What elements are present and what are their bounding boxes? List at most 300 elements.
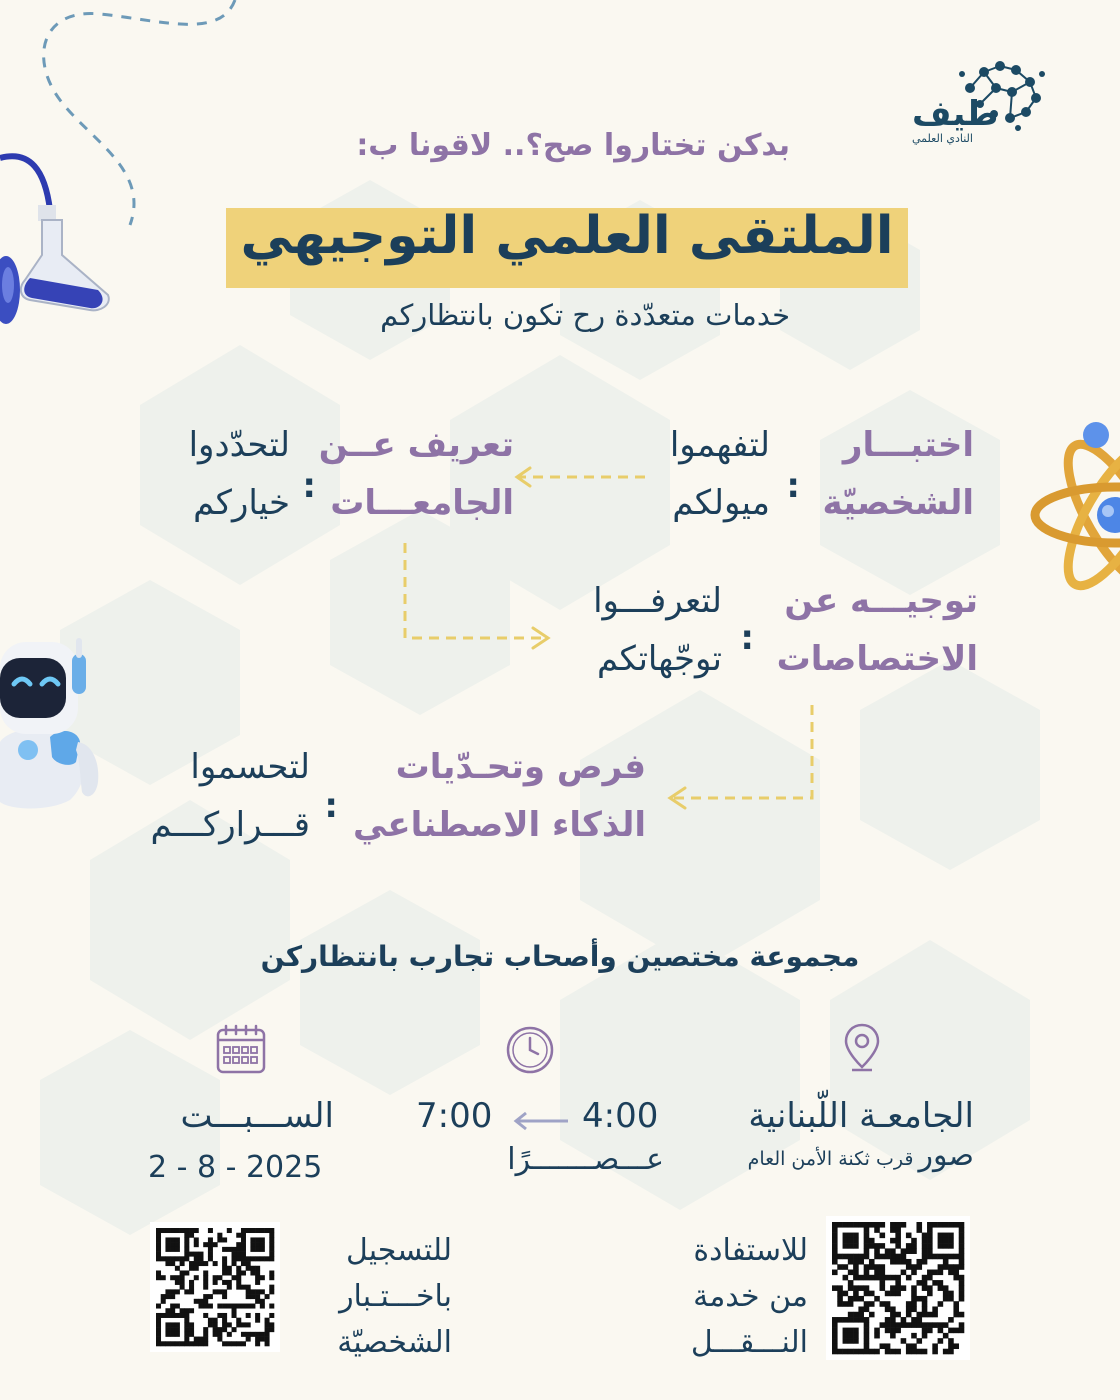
- time-from: 4:00: [582, 1096, 659, 1136]
- qr-module: [890, 1333, 896, 1339]
- qr-module: [184, 1337, 189, 1342]
- service-title: الشخصيّة: [822, 483, 974, 523]
- qr-module: [911, 1248, 917, 1254]
- qr-module: [864, 1306, 870, 1312]
- qr-module: [175, 1228, 180, 1233]
- qr-module: [880, 1301, 886, 1307]
- qr-module: [895, 1328, 901, 1334]
- qr-module: [156, 1327, 161, 1332]
- qr-module: [938, 1238, 944, 1244]
- qr-module: [175, 1327, 180, 1332]
- qr-module: [864, 1227, 870, 1233]
- qr-module: [858, 1317, 864, 1323]
- qr-module: [260, 1247, 265, 1252]
- qr-module: [170, 1256, 175, 1261]
- qr-module: [255, 1270, 260, 1275]
- qr-module: [959, 1233, 965, 1239]
- location-block: [748, 1096, 974, 1173]
- qr-module: [269, 1322, 274, 1327]
- qr-module: [864, 1328, 870, 1334]
- qr-module: [864, 1349, 870, 1355]
- qr-module: [895, 1322, 901, 1328]
- qr-module: [222, 1256, 227, 1261]
- qr-module: [853, 1333, 859, 1339]
- qr-module: [869, 1349, 875, 1355]
- qr-module: [858, 1296, 864, 1302]
- qr-module: [255, 1275, 260, 1280]
- qr-module: [843, 1338, 849, 1344]
- qr-module: [227, 1322, 232, 1327]
- qr-module: [189, 1233, 194, 1238]
- qr-module: [916, 1312, 922, 1318]
- qr-module: [222, 1313, 227, 1318]
- qr-module: [236, 1247, 241, 1252]
- qr-module: [260, 1237, 265, 1242]
- qr-module: [948, 1317, 954, 1323]
- qr-module: [232, 1341, 237, 1346]
- qr-module: [232, 1252, 237, 1257]
- qr-module: [246, 1294, 251, 1299]
- qr-module: [874, 1264, 880, 1270]
- qr-module: [890, 1349, 896, 1355]
- qr-module: [848, 1259, 854, 1265]
- qr-code-registration[interactable]: [150, 1222, 280, 1352]
- qr-module: [269, 1275, 274, 1280]
- service-desc: لتعرفـــوا: [593, 581, 722, 621]
- qr-module: [880, 1275, 886, 1281]
- qr-module: [901, 1248, 907, 1254]
- qr-module: [938, 1264, 944, 1270]
- qr-module: [246, 1256, 251, 1261]
- qr-module: [837, 1317, 843, 1323]
- qr-module: [189, 1261, 194, 1266]
- qr-module: [250, 1304, 255, 1309]
- qr-module: [184, 1247, 189, 1252]
- qr-module: [938, 1233, 944, 1239]
- qr-module: [943, 1243, 949, 1249]
- qr-module: [911, 1238, 917, 1244]
- location-place: الجامعـة اللّبنانية: [748, 1096, 974, 1136]
- qr-module: [165, 1308, 170, 1313]
- qr-module: [932, 1306, 938, 1312]
- qr-module: [260, 1275, 265, 1280]
- qr-module: [901, 1338, 907, 1344]
- qr-module: [165, 1228, 170, 1233]
- qr-module: [927, 1238, 933, 1244]
- qr-module: [175, 1313, 180, 1318]
- qr-module: [874, 1328, 880, 1334]
- qr-module: [927, 1291, 933, 1297]
- qr-module: [203, 1285, 208, 1290]
- qr-module: [916, 1264, 922, 1270]
- qr-module: [198, 1252, 203, 1257]
- qr-module: [853, 1270, 859, 1276]
- qr-module: [858, 1259, 864, 1265]
- qr-module: [165, 1313, 170, 1318]
- qr-module: [832, 1254, 838, 1260]
- qr-module: [217, 1237, 222, 1242]
- qr-module: [265, 1318, 270, 1323]
- qr-module: [241, 1261, 246, 1266]
- qr-module: [885, 1275, 891, 1281]
- qr-module: [184, 1252, 189, 1257]
- qr-module: [194, 1252, 199, 1257]
- qr-module: [198, 1299, 203, 1304]
- qr-module: [953, 1312, 959, 1318]
- qr-module: [837, 1296, 843, 1302]
- qr-module: [241, 1270, 246, 1275]
- qr-module: [269, 1256, 274, 1261]
- qr-module: [222, 1266, 227, 1271]
- qr-module: [232, 1327, 237, 1332]
- qr-module: [906, 1264, 912, 1270]
- qr-module: [198, 1256, 203, 1261]
- qr-module: [265, 1294, 270, 1299]
- qr-module: [255, 1289, 260, 1294]
- qr-module: [208, 1237, 213, 1242]
- clock-icon: [504, 1024, 556, 1076]
- qr-module: [269, 1304, 274, 1309]
- qr-module: [869, 1312, 875, 1318]
- qr-module: [864, 1301, 870, 1307]
- qr-module: [246, 1289, 251, 1294]
- qr-module: [227, 1280, 232, 1285]
- qr-module: [222, 1294, 227, 1299]
- qr-module: [165, 1289, 170, 1294]
- qr-module: [250, 1237, 255, 1242]
- arrow-left-icon: [512, 1110, 570, 1132]
- qr-module: [895, 1312, 901, 1318]
- qr-module: [194, 1341, 199, 1346]
- qr-module: [255, 1294, 260, 1299]
- qr-module: [236, 1242, 241, 1247]
- qr-module: [948, 1264, 954, 1270]
- qr-module: [227, 1304, 232, 1309]
- qr-module: [837, 1291, 843, 1297]
- qr-module: [198, 1341, 203, 1346]
- qr-module: [880, 1270, 886, 1276]
- service-universities: [319, 416, 514, 532]
- qr-module: [848, 1301, 854, 1307]
- qr-module: [848, 1317, 854, 1323]
- qr-module: [269, 1285, 274, 1290]
- qr-module: [858, 1254, 864, 1260]
- qr-module: [180, 1275, 185, 1280]
- qr-module: [222, 1304, 227, 1309]
- qr-module: [232, 1313, 237, 1318]
- qr-module: [922, 1285, 928, 1291]
- qr-module: [843, 1264, 849, 1270]
- logo-name: طيف: [912, 94, 999, 134]
- qr-module: [874, 1296, 880, 1302]
- service-desc: لتفهموا: [669, 425, 770, 465]
- qr-module: [260, 1256, 265, 1261]
- qr-module: [911, 1349, 917, 1355]
- qr-module: [906, 1349, 912, 1355]
- qr-module: [927, 1322, 933, 1328]
- qr-module: [269, 1242, 274, 1247]
- qr-module: [227, 1270, 232, 1275]
- qr-module: [885, 1301, 891, 1307]
- qr-module: [927, 1270, 933, 1276]
- qr-module: [843, 1254, 849, 1260]
- qr-module: [217, 1313, 222, 1318]
- qr-module: [853, 1338, 859, 1344]
- qr-module: [906, 1343, 912, 1349]
- qr-module: [880, 1233, 886, 1239]
- qr-module: [948, 1243, 954, 1249]
- qr-module: [236, 1318, 241, 1323]
- qr-module: [269, 1247, 274, 1252]
- qr-module: [194, 1299, 199, 1304]
- qr-module: [170, 1313, 175, 1318]
- qr-module: [184, 1228, 189, 1233]
- qr-module: [222, 1318, 227, 1323]
- qr-module: [864, 1243, 870, 1249]
- qr-module: [246, 1332, 251, 1337]
- qr-module: [890, 1248, 896, 1254]
- qr-module: [832, 1322, 838, 1328]
- qr-module: [922, 1306, 928, 1312]
- qr-module: [901, 1254, 907, 1260]
- qr-module: [848, 1296, 854, 1302]
- qr-module: [241, 1322, 246, 1327]
- qr-module: [874, 1275, 880, 1281]
- qr-module: [213, 1280, 218, 1285]
- qr-code-transport[interactable]: [826, 1216, 970, 1360]
- qr-module: [927, 1248, 933, 1254]
- qr-module: [246, 1322, 251, 1327]
- qr-module: [255, 1280, 260, 1285]
- qr-module: [194, 1275, 199, 1280]
- qr-module: [232, 1275, 237, 1280]
- qr-module: [175, 1237, 180, 1242]
- qr-module: [832, 1259, 838, 1265]
- qr-module: [906, 1301, 912, 1307]
- qr-module: [180, 1270, 185, 1275]
- qr-module: [269, 1327, 274, 1332]
- qr-module: [269, 1237, 274, 1242]
- qr-module: [943, 1264, 949, 1270]
- qr-module: [170, 1304, 175, 1309]
- qr-module: [170, 1289, 175, 1294]
- qr-module: [864, 1343, 870, 1349]
- qr-module: [246, 1266, 251, 1271]
- qr-module: [895, 1285, 901, 1291]
- qr-module: [864, 1270, 870, 1276]
- qr-module: [222, 1270, 227, 1275]
- qr-module: [250, 1294, 255, 1299]
- qr-module: [184, 1308, 189, 1313]
- qr-module: [895, 1222, 901, 1228]
- service-majors-desc: [593, 572, 722, 688]
- qr-module: [208, 1242, 213, 1247]
- qr-module: [227, 1228, 232, 1233]
- qr-module: [213, 1318, 218, 1323]
- qr-module: [911, 1333, 917, 1339]
- qr-module: [208, 1318, 213, 1323]
- qr-module: [232, 1256, 237, 1261]
- qr-module: [837, 1254, 843, 1260]
- qr-module: [932, 1343, 938, 1349]
- qr-module: [198, 1261, 203, 1266]
- qr-module: [864, 1285, 870, 1291]
- qr-module: [189, 1341, 194, 1346]
- qr-module: [189, 1280, 194, 1285]
- qr-module: [938, 1270, 944, 1276]
- qr-module: [943, 1291, 949, 1297]
- qr-module: [853, 1259, 859, 1265]
- qr-module: [837, 1285, 843, 1291]
- location-detail: [748, 1138, 974, 1173]
- qr-module: [880, 1254, 886, 1260]
- qr-module: [959, 1243, 965, 1249]
- qr-module: [184, 1322, 189, 1327]
- qr-module: [948, 1349, 954, 1355]
- qr-module: [165, 1322, 170, 1327]
- qr-module: [837, 1264, 843, 1270]
- qr-module: [260, 1332, 265, 1337]
- qr-module: [175, 1256, 180, 1261]
- qr-module: [269, 1228, 274, 1233]
- service-title: توجيـــه عن: [784, 581, 978, 621]
- qr-module: [156, 1237, 161, 1242]
- qr-module: [227, 1341, 232, 1346]
- qr-module: [858, 1349, 864, 1355]
- qr-module: [180, 1228, 185, 1233]
- qr-module: [959, 1222, 965, 1228]
- qr-module: [198, 1304, 203, 1309]
- qr-module: [194, 1228, 199, 1233]
- logo-subtitle: النادي العلمي: [912, 132, 973, 145]
- qr-module: [895, 1280, 901, 1286]
- service-title: فرص وتحـدّيات: [395, 747, 646, 787]
- service-ai-desc: [151, 738, 310, 854]
- qr-module: [848, 1280, 854, 1286]
- qr-module: [189, 1266, 194, 1271]
- qr-module: [916, 1222, 922, 1228]
- qr-module: [217, 1289, 222, 1294]
- qr-module: [932, 1222, 938, 1228]
- qr-module: [161, 1275, 166, 1280]
- qr-module: [874, 1254, 880, 1260]
- qr-module: [170, 1322, 175, 1327]
- qr-module: [255, 1299, 260, 1304]
- qr-module: [927, 1227, 933, 1233]
- qr-module: [848, 1338, 854, 1344]
- qr-module: [880, 1243, 886, 1249]
- qr-module: [265, 1322, 270, 1327]
- qr-module: [161, 1299, 166, 1304]
- qr-module: [927, 1222, 933, 1228]
- qr-module: [922, 1233, 928, 1239]
- qr-module: [832, 1338, 838, 1344]
- qr-module: [853, 1264, 859, 1270]
- qr-module: [953, 1301, 959, 1307]
- service-desc: خياركم: [193, 483, 290, 523]
- qr-module: [250, 1266, 255, 1271]
- qr-module: [938, 1280, 944, 1286]
- qr-module: [161, 1256, 166, 1261]
- qr-module: [895, 1233, 901, 1239]
- qr-module: [184, 1332, 189, 1337]
- qr-module: [189, 1327, 194, 1332]
- qr-module: [885, 1248, 891, 1254]
- qr-module: [837, 1301, 843, 1307]
- qr-module: [916, 1259, 922, 1265]
- qr-module: [260, 1337, 265, 1342]
- qr-code-icon: [150, 1222, 280, 1352]
- service-title: الاختصاصات: [776, 639, 978, 679]
- qr-module: [858, 1275, 864, 1281]
- qr-module: [194, 1266, 199, 1271]
- service-majors: [777, 572, 978, 688]
- qr-module: [895, 1238, 901, 1244]
- qr-module: [885, 1349, 891, 1355]
- qr-module: [906, 1312, 912, 1318]
- qr-module: [959, 1259, 965, 1265]
- qr-module: [938, 1285, 944, 1291]
- qr-module: [843, 1238, 849, 1244]
- qr-module: [156, 1313, 161, 1318]
- qr-module: [869, 1238, 875, 1244]
- event-date: 2 - 8 - 2025: [148, 1150, 323, 1185]
- qr-module: [843, 1243, 849, 1249]
- qr-module: [890, 1285, 896, 1291]
- qr-module: [858, 1312, 864, 1318]
- qr-module: [222, 1289, 227, 1294]
- qr-module: [832, 1222, 838, 1228]
- qr-module: [906, 1243, 912, 1249]
- qr-module: [864, 1322, 870, 1328]
- qr-module: [938, 1222, 944, 1228]
- qr-module: [236, 1280, 241, 1285]
- qr-module: [175, 1247, 180, 1252]
- qr-module: [832, 1333, 838, 1339]
- qr-module: [880, 1322, 886, 1328]
- qr-module: [906, 1248, 912, 1254]
- qr-module: [184, 1318, 189, 1323]
- qr-module: [222, 1247, 227, 1252]
- qr-module: [208, 1252, 213, 1257]
- qr-module: [911, 1301, 917, 1307]
- qr-module: [222, 1261, 227, 1266]
- qr-module: [260, 1304, 265, 1309]
- qr-module: [236, 1341, 241, 1346]
- qr-module: [246, 1261, 251, 1266]
- qr-module: [246, 1304, 251, 1309]
- qr-module: [170, 1247, 175, 1252]
- qr-module: [180, 1261, 185, 1266]
- qr-module: [156, 1252, 161, 1257]
- qr-module: [916, 1280, 922, 1286]
- qr-module: [217, 1332, 222, 1337]
- qr-module: [864, 1248, 870, 1254]
- qr-module: [255, 1313, 260, 1318]
- qr-module: [848, 1285, 854, 1291]
- qr-module: [175, 1289, 180, 1294]
- qr-module: [156, 1332, 161, 1337]
- qr-module: [864, 1275, 870, 1281]
- qr-module: [165, 1332, 170, 1337]
- qr-module: [922, 1333, 928, 1339]
- qr-module: [864, 1254, 870, 1260]
- location-city: صور: [918, 1138, 974, 1173]
- qr-module: [180, 1285, 185, 1290]
- service-desc: قـــراركـــم: [150, 805, 310, 845]
- qr-module: [953, 1222, 959, 1228]
- qr-module: [170, 1237, 175, 1242]
